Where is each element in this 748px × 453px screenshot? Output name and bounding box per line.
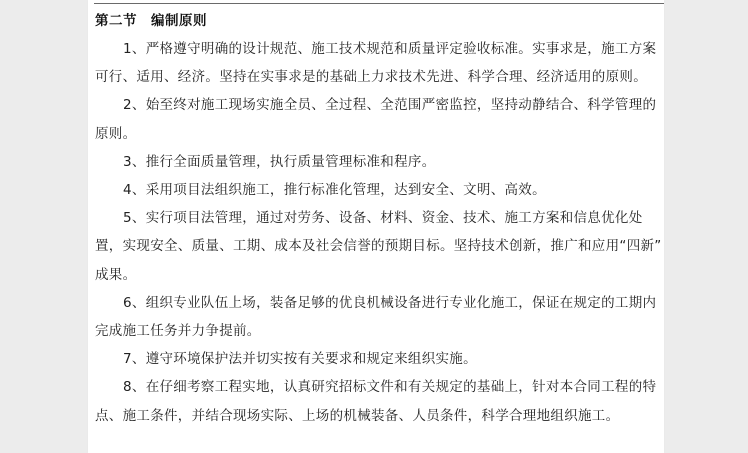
paragraph-4: 4、采用项目法组织施工，推行标准化管理，达到安全、文明、高效。 bbox=[123, 182, 546, 199]
section-title: 编制原则 bbox=[151, 13, 207, 29]
paragraph-1: 1、严格遵守明确的设计规范、施工技术规范和质量评定验收标准。实事求是，施工方案可行、适用、经济。坚持在实事求是的基础上力求技术先进、科学合理、经济适用的原则。 bbox=[95, 41, 657, 86]
paragraph-2: 2、始至终对施工现场实施全员、全过程、全范围严密监控，坚持动静结合、科学管理的原则。 bbox=[95, 97, 657, 142]
paragraph-8: 8、在仔细考察工程实地，认真研究招标文件和有关规定的基础上，针对本合同工程的特点、施工条件，并结合现场实际、上场的机械装备、人员条件，科学合理地组织施工。 bbox=[95, 379, 657, 424]
section-heading bbox=[95, 9, 207, 29]
section-body bbox=[95, 35, 663, 430]
header-rule bbox=[94, 3, 664, 4]
paragraph-6: 6、组织专业队伍上场，装备足够的优良机械设备进行专业化施工，保证在规定的工期内完成施工任务并力争提前。 bbox=[95, 294, 657, 340]
paragraph-3: 3、推行全面质量管理，执行质量管理标准和程序。 bbox=[123, 153, 436, 170]
paragraph-5: 5、实行项目法管理，通过对劳务、设备、材料、资金、技术、施工方案和信息优化处置，实现安全、质量、工期、成本及社会信誉的预期目标。坚持技术创新，推广和应用“四新” 成果。 bbox=[95, 210, 662, 283]
paragraph-7: 7、遵守环境保护法并切实按有关要求和规定来组织实施。 bbox=[123, 351, 477, 368]
section-number: 第二节 bbox=[95, 13, 137, 29]
document-page bbox=[88, 0, 664, 453]
